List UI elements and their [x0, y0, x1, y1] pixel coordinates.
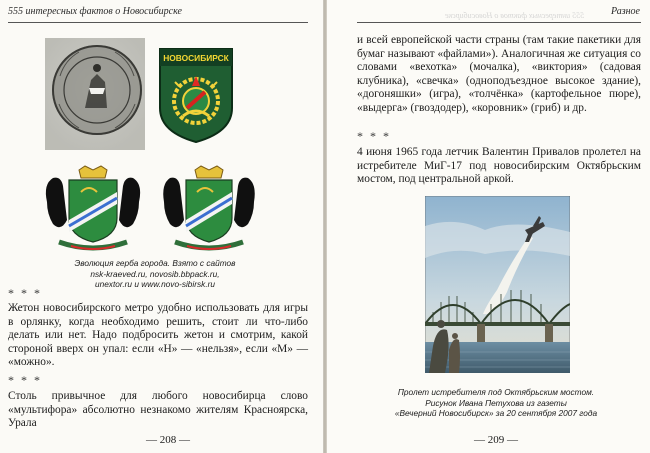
section-separator: * * *: [8, 373, 42, 387]
caption-line: Рисунок Ивана Петухова из газеты: [425, 397, 567, 408]
historic-seal-image: [45, 38, 145, 150]
bridge-flyover-drawing: [425, 196, 570, 373]
modern-coat-of-arms-1-image: [41, 162, 145, 254]
caption-line: Эволюция герба города. Взято с сайтов: [74, 258, 236, 268]
section-separator: * * *: [357, 129, 391, 143]
header-rule: [8, 22, 308, 23]
caption-line: unextor.ru и www.novo-sibirsk.ru: [94, 279, 216, 289]
header-rule: [357, 22, 641, 23]
paragraph-text: и всей европейской части страны (там такие пакетики для бумаг называют «файлами»). Аналогичная же ситуация со словами «вехотка» (мочалка), «виктория» (садовая клубника), «свечка» (одноподъездное высокое здание), «догоняшки» (игра), «толчёнка» (картофельное пюре), «выдерга» (гвоздодер), «коровник» (гриб) и др.: [357, 34, 641, 114]
caption-line: Пролет истребителя под Октябрьским мостом.: [397, 387, 595, 397]
caption-line: nsk-kraeved.ru, novosib.bbpack.ru,: [90, 268, 220, 279]
running-head-left: 555 интересных фактов о Новосибирске: [8, 6, 182, 17]
left-page: [0, 0, 323, 453]
paragraph-multifora: [8, 390, 308, 431]
paragraph-metro-token: [8, 302, 308, 370]
section-separator: * * *: [8, 286, 42, 300]
figure-caption-right: [382, 387, 610, 419]
figure-caption-left: [55, 258, 255, 290]
right-page: [327, 0, 650, 453]
modern-coat-of-arms-2-image: [159, 162, 259, 254]
coat-label-text: НОВОСИБИРСК: [163, 53, 229, 63]
paragraph-text: 4 июня 1965 года летчик Валентин Привалов пролетел на истребителе МиГ-17 под новосибирским Октябрьским мостом, под центральной аркой.: [357, 146, 641, 185]
paragraph-text: Жетон новосибирского метро удобно использовать для игры в орлянку, когда необходимо решить, стоит ли что-либо делать или нет. Надо подбросить жетон и смотрим, какой стороной вверх он упал: если «Н» — «нельзя», если «М» — «можно».: [8, 302, 308, 368]
paragraph-pilot-flight: [357, 146, 641, 187]
show-through-text: 555 интересных фактов о Новосибирске: [445, 11, 585, 20]
paragraph-dialect-words: [357, 34, 641, 115]
page-number-left: — 208 —: [146, 434, 190, 446]
running-head-right: Разное: [610, 6, 640, 17]
caption-line: «Вечерний Новосибирск» за 20 сентября 2007 года: [394, 408, 598, 418]
page-number-right: — 209 —: [474, 434, 518, 446]
paragraph-text: Столь привычное для любого новосибирца слово «мультифора» абсолютно незнакомо жителям Красноярска, Урала: [8, 390, 308, 429]
soviet-coat-of-arms-image: [157, 46, 235, 144]
